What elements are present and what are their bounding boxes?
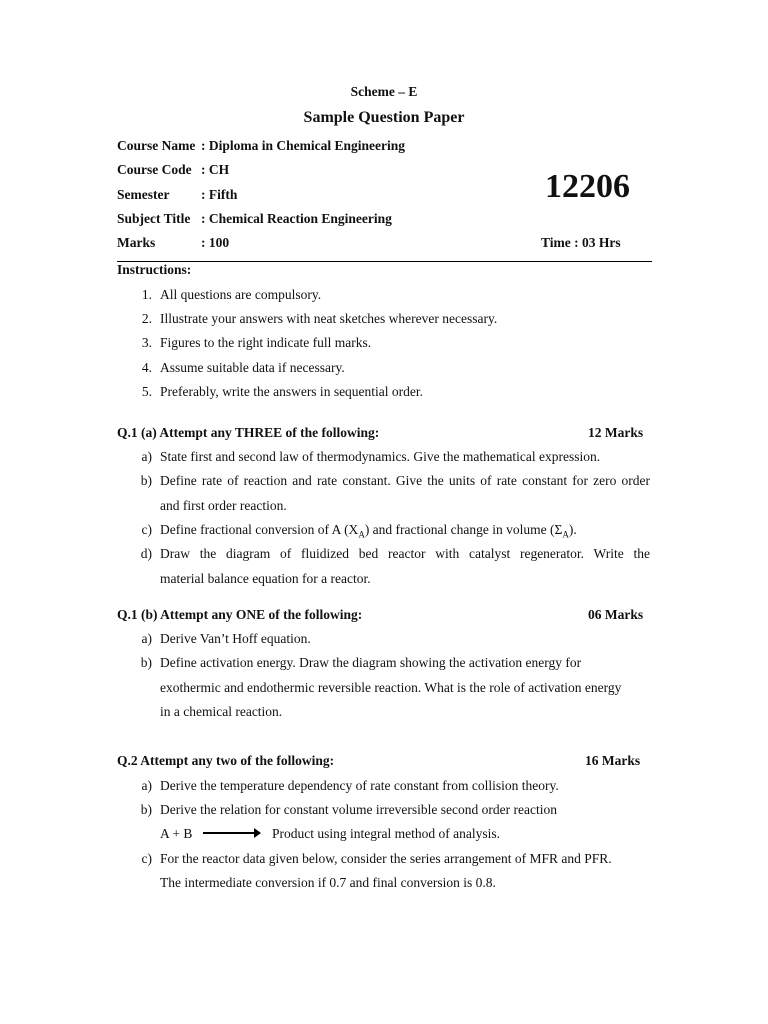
page-title: Sample Question Paper: [303, 109, 465, 126]
instruction-item: Assume suitable data if necessary.: [160, 360, 345, 375]
q1b-marks: 06 Marks: [588, 607, 644, 622]
q2-marks: 16 Marks: [585, 753, 641, 768]
q1a-b-label: b): [140, 473, 152, 488]
q2-a-text: Derive the temperature dependency of rate constant from collision theory.: [160, 778, 559, 793]
course-name-value: : Diploma in Chemical Engineering: [201, 138, 406, 153]
q1a-d-text-line1: Draw the diagram of fluidized bed reactor with catalyst regenerator. Write the: [160, 546, 650, 561]
instruction-item: All questions are compulsory.: [160, 287, 322, 302]
q2-c-label: c): [141, 851, 152, 866]
q1b-b-label: b): [140, 655, 152, 670]
q1a-c-label: c): [141, 522, 152, 537]
instruction-number: 1.: [141, 287, 152, 302]
q1a-a-label: a): [141, 449, 152, 464]
q1a-marks: 12 Marks: [588, 425, 644, 440]
q1b-b-text-line2: exothermic and endothermic reversible reaction. What is the role of activation energy: [160, 680, 622, 695]
marks-label: Marks: [117, 235, 156, 250]
instruction-item: Illustrate your answers with neat sketches wherever necessary.: [160, 311, 498, 326]
q1b-heading: Q.1 (b) Attempt any ONE of the following:: [117, 607, 363, 622]
q1a-c-text: Define fractional conversion of A $(X_A)$ and fractional change in volume $(\Sigma_A)$.: [160, 522, 577, 540]
marks-value: : 100: [201, 235, 230, 250]
q2-b-text-line1: Derive the relation for constant volume irreversible second order reaction: [160, 802, 557, 817]
instruction-item: Figures to the right indicate full marks.: [160, 335, 372, 350]
instruction-item: Preferably, write the answers in sequential order.: [160, 384, 424, 399]
q1a-d-label: d): [140, 546, 152, 561]
q2-c-text-line2: The intermediate conversion if 0.7 and final conversion is 0.8.: [160, 875, 496, 890]
q1b-b-text-line3: in a chemical reaction.: [160, 704, 283, 719]
semester-label: Semester: [117, 187, 170, 202]
time-duration: Time : 03 Hrs: [541, 235, 621, 250]
scheme-label: Scheme – E: [350, 84, 418, 99]
q1a-b-text-line1: Define rate of reaction and rate constant. Give the units of rate constant for zero order: [160, 473, 650, 488]
q1b-b-text-line1: Define activation energy. Draw the diagram showing the activation energy for: [160, 655, 582, 670]
subject-title-label: Subject Title: [117, 211, 191, 226]
q1a-b-text-line2: and first order reaction.: [160, 498, 287, 513]
subject-title-value: : Chemical Reaction Engineering: [201, 211, 392, 226]
q2-b-reactants: A + B: [160, 826, 193, 841]
instruction-number: 2.: [141, 311, 152, 326]
q1b-a-text: Derive Van’t Hoff equation.: [160, 631, 311, 646]
q2-a-label: a): [141, 778, 152, 793]
q1b-a-label: a): [141, 631, 152, 646]
instruction-number: 4.: [141, 360, 152, 375]
instructions-heading: Instructions:: [117, 262, 192, 277]
instruction-number: 3.: [141, 335, 152, 350]
instruction-number: 5.: [141, 384, 152, 399]
q1a-a-text: State first and second law of thermodynamics. Give the mathematical expression.: [160, 449, 601, 464]
q2-c-text-line1: For the reactor data given below, consider the series arrangement of MFR and PFR.: [160, 851, 612, 866]
course-code-label: Course Code: [117, 162, 192, 177]
header-divider: [117, 261, 652, 262]
q1a-heading: Q.1 (a) Attempt any THREE of the following:: [117, 425, 380, 440]
course-name-label: Course Name: [117, 138, 196, 153]
q1a-d-text-line2: material balance equation for a reactor.: [160, 571, 371, 586]
semester-value: : Fifth: [201, 187, 238, 202]
q2-b-label: b): [140, 802, 152, 817]
reaction-arrow-icon: [203, 832, 259, 834]
course-code-value: : CH: [201, 162, 230, 177]
q2-b-products: Product using integral method of analysis.: [272, 826, 500, 841]
q2-heading: Q.2 Attempt any two of the following:: [117, 753, 335, 768]
paper-code: 12206: [545, 168, 630, 205]
